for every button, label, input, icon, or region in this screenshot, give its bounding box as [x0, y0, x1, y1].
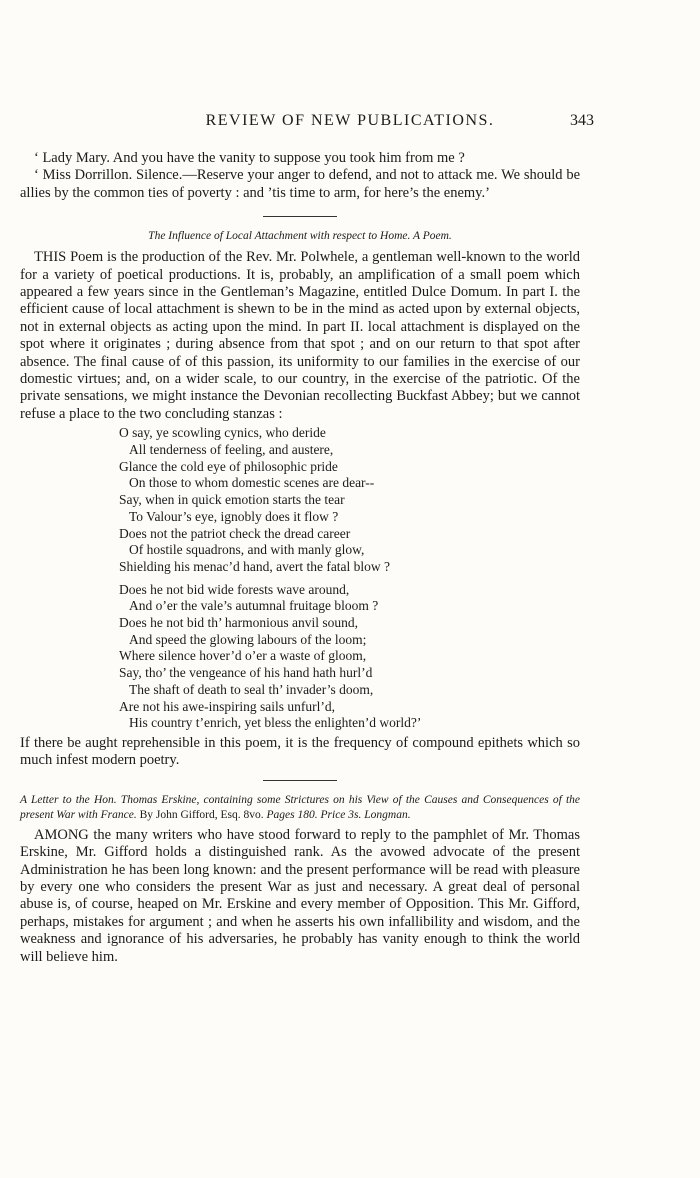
dialogue-line-miss-dorrillon: ‘ Miss Dorrillon. Silence.—Reserve your anger to defend, and not to attack me. We should be allies by the common ties of poverty : and ’tis time to arm, for here’s the enemy.’: [20, 167, 580, 201]
poem-line: The shaft of death to seal th’ invader’s doom,: [129, 681, 374, 697]
poem-line: Of hostile squadrons, and with manly glow,: [129, 542, 365, 558]
poem-line: Does he not bid wide forests wave around,: [119, 581, 350, 597]
letter-title-text: A Letter to the Hon. Thomas Erskine, containing some Strictures on his View of the Causes and Consequences of the present War with France.: [20, 793, 580, 821]
poem-line: His country t’enrich, yet bless the enlighten’d world?’: [129, 715, 422, 731]
poem-line: And speed the glowing labours of the loom;: [129, 631, 367, 647]
letter-pages-price: Pages 180. Price 3s. Longman.: [266, 808, 411, 821]
letter-author: By John Gifford, Esq. 8vo.: [139, 808, 264, 821]
poem-line: To Valour’s eye, ignobly does it flow ?: [129, 508, 339, 524]
poem-line: Glance the cold eye of philosophic pride: [119, 458, 338, 474]
review-title-letter-erskine: [20, 793, 580, 823]
review-body-letter-erskine: AMONG the many writers who have stood forward to reply to the pamphlet of Mr. Thomas Erskine, Mr. Gifford holds a distinguished rank. As the avowed advocate of the present Administration he has been long known: and the present performance will be read with pleasure by every one who considers the present War as just and necessary. A great deal of personal abuse is, of course, heaped on Mr. Erskine and every member of Opposition. This Mr. Gifford, perhaps, mistakes for argument ; and when he asserts his own infallibility and wisdom, and the weakness and ignorance of his adversaries, he probably has vanity enough to think the world will believe him.: [20, 826, 580, 965]
poem-line: Shielding his menac’d hand, avert the fatal blow ?: [119, 558, 391, 574]
poem-line: And o’er the vale’s autumnal fruitage bloom ?: [129, 598, 379, 614]
review-closing-remark: If there be aught reprehensible in this poem, it is the frequency of compound epithets which so much infest modern poetry.: [20, 734, 580, 769]
running-head: REVIEW OF NEW PUBLICATIONS.: [205, 112, 495, 129]
dialogue-line-lady-mary: ‘ Lady Mary. And you have the vanity to suppose you took him from me ?: [34, 150, 465, 166]
quoted-poem: [119, 425, 580, 732]
poem-line: Are not his awe-inspiring sails unfurl’d,: [119, 698, 335, 714]
review-body-local-attachment: THIS Poem is the production of the Rev. Mr. Polwhele, a gentleman well-known to the world for a variety of poetical productions. It is, probably, an amplification of a small poem which appeared a few years since in the Gentleman’s Magazine, entitled Dulce Domum. In part I. the efficient cause of local attachment is shewn to be in the mind as acted upon by external objects, not in external objects as acting upon the mind. In part II. local attachment is displayed on the spot where it originates ; during absence from that spot ; and on our return to that spot after absence. The final cause of of this passion, its uniformity to our families in the exercise of our domestic virtues; and, on a wider scale, to our country, in the exercise of the patriotic. Of the private sensations, we might instance the Devonian recollecting Buckfast Abbey; but we cannot refuse a place to the two concluding stanzas :: [20, 249, 580, 422]
poem-line: Does he not bid th’ harmonious anvil sound,: [119, 615, 358, 631]
poem-line: Say, tho’ the vengeance of his hand hath hurl’d: [119, 665, 373, 681]
section-divider: [263, 780, 337, 781]
review-title-local-attachment: The Influence of Local Attachment with respect to Home. A Poem.: [148, 230, 452, 243]
page-header: [0, 112, 700, 136]
poem-line: Say, when in quick emotion starts the tear: [119, 492, 345, 508]
page-number: 343: [570, 112, 594, 129]
body-text: [20, 150, 580, 966]
poem-line: On those to whom domestic scenes are dear--: [129, 475, 375, 491]
poem-line: All tenderness of feeling, and austere,: [129, 441, 334, 457]
poem-line: Does not the patriot check the dread career: [119, 525, 351, 541]
poem-line: O say, ye scowling cynics, who deride: [119, 425, 326, 441]
section-divider: [263, 216, 337, 217]
poem-line: Where silence hover’d o’er a waste of gloom,: [119, 648, 367, 664]
